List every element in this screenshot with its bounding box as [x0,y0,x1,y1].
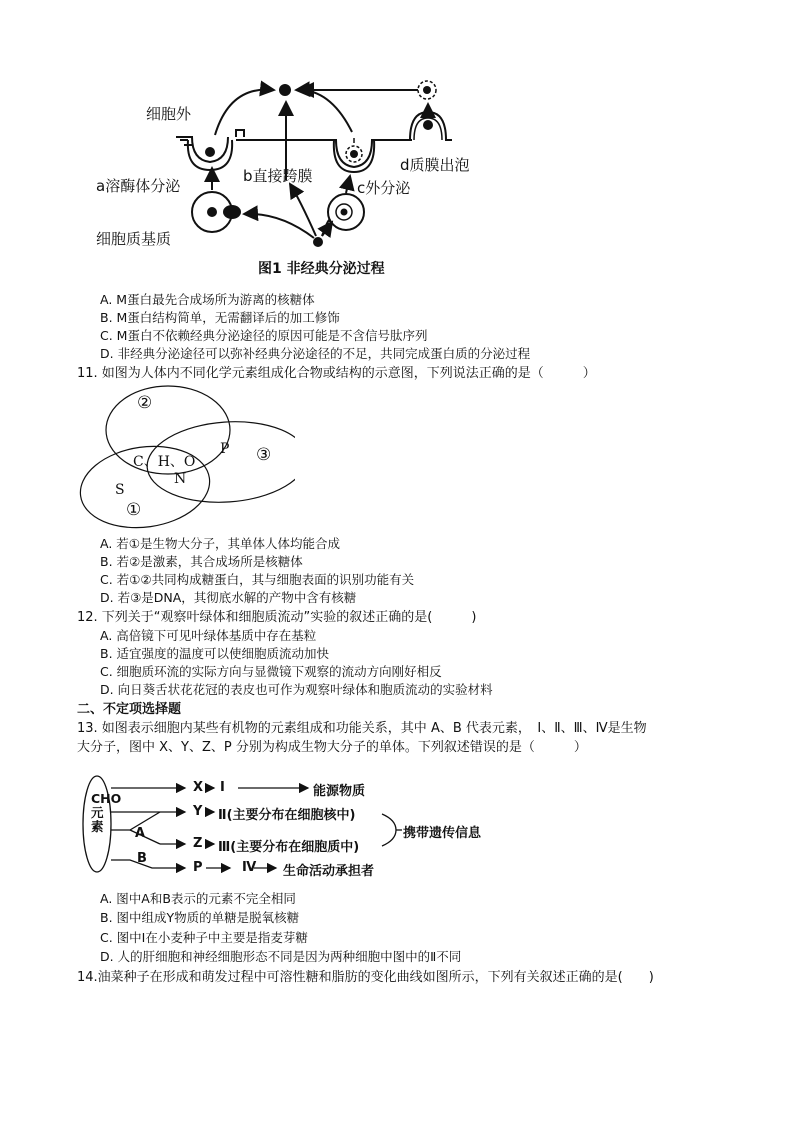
q13-z: Z [193,836,203,851]
q13-option-b: B. 图中组成Y物质的单糖是脱氧核糖 [100,910,300,925]
label-path-a: a溶酶体分泌 [96,177,181,195]
venn-label-1: ① [126,500,142,520]
q10-option-b: B. M蛋白结构简单，无需翻译后的加工修饰 [100,310,340,325]
q13-option-d: D. 人的肝细胞和神经细胞形态不同是因为两种细胞中图中的Ⅱ不同 [100,949,462,964]
q13-stem-line2: 大分子，图中 X、Y、Z、P 分别为构成生物大分子的单体。下列叙述错误的是（ ） [77,740,587,755]
q13-elements-label: CHO元素 [91,791,122,834]
label-path-c: c外分泌 [357,179,411,197]
q13-b: B [137,851,147,866]
label-cell-outside: 细胞外 [146,105,192,123]
q13-stem-line1: 13. 如图表示细胞内某些有机物的元素组成和功能关系，其中 A、B 代表元素， Ⅰ、Ⅱ、Ⅲ、Ⅳ是生物 [77,721,647,736]
q13-y: Y [193,804,203,819]
venn-center: C、H、O [133,454,196,470]
section2-title: 二、不定项选择题 [77,702,182,717]
q12-option-b: B. 适宜强度的温度可以使细胞质流动加快 [100,646,330,661]
q13-option-a: A. 图中A和B表示的元素不完全相同 [100,891,296,906]
q10-option-a: A. M蛋白最先合成场所为游离的核糖体 [100,292,315,307]
q12-option-a: A. 高倍镜下可见叶绿体基质中存在基粒 [100,628,317,643]
q13-i: Ⅰ [220,780,225,795]
q13-p: P [193,860,203,875]
q13-carry: 携带遗传信息 [403,826,482,841]
venn-label-3: ③ [256,445,272,465]
q13-a: A [135,826,146,841]
q12-option-d: D. 向日葵舌状花花冠的表皮也可作为观察叶绿体和胞质流动的实验材料 [100,682,493,697]
source-protein [313,237,323,247]
q13-option-c: C. 图中Ⅰ在小麦种子中主要是指麦芽糖 [100,930,308,945]
q11-option-d: D. 若③是DNA，其彻底水解的产物中含有核糖 [100,590,357,605]
q13-iii: Ⅲ(主要分布在细胞质中) [218,840,360,855]
label-cytoplasm: 细胞质基质 [96,230,172,248]
q11-stem: 11. 如图为人体内不同化学元素组成化合物或结构的示意图，下列说法正确的是（ ） [77,366,596,381]
q13-x: X [193,780,204,795]
figure1-caption: 图1 非经典分泌过程 [258,261,385,277]
q11-option-b: B. 若②是激素，其合成场所是核糖体 [100,554,303,569]
q10-option-d: D. 非经典分泌途径可以弥补经典分泌途径的不足，共同完成蛋白质的分泌过程 [100,346,531,361]
venn-p: P [220,441,230,457]
q13-iv: Ⅳ [242,860,257,875]
q11-option-c: C. 若①②共同构成糖蛋白，其与细胞表面的识别功能有关 [100,572,415,587]
q12-option-c: C. 细胞质环流的实际方向与显微镜下观察的流动方向刚好相反 [100,664,442,679]
secreted-protein-top [279,84,291,96]
venn-label-2: ② [137,393,153,413]
q12-stem: 12. 下列关于“观察叶绿体和细胞质流动”实验的叙述正确的是( ) [77,610,477,625]
bleb-protein [423,120,433,130]
transporter [223,205,241,219]
q13-bearer: 生命活动承担者 [283,864,375,879]
venn-s: S [115,482,125,498]
q14-stem: 14.油菜种子在形成和萌发过程中可溶性糖和脂肪的变化曲线如图所示，下列有关叙述正确的是( ) [77,970,654,985]
label-path-b: b直接跨膜 [243,167,313,185]
venn-n: N [174,471,187,487]
vesicle-a-protein [205,147,215,157]
q11-option-a: A. 若①是生物大分子，其单体人体均能合成 [100,536,340,551]
q10-option-c: C. M蛋白不依赖经典分泌途径的原因可能是不含信号肽序列 [100,328,428,343]
q13-ii: Ⅱ(主要分布在细胞核中) [218,808,356,823]
label-path-d: d质膜出泡 [400,156,470,174]
q13-energy: 能源物质 [313,784,366,799]
